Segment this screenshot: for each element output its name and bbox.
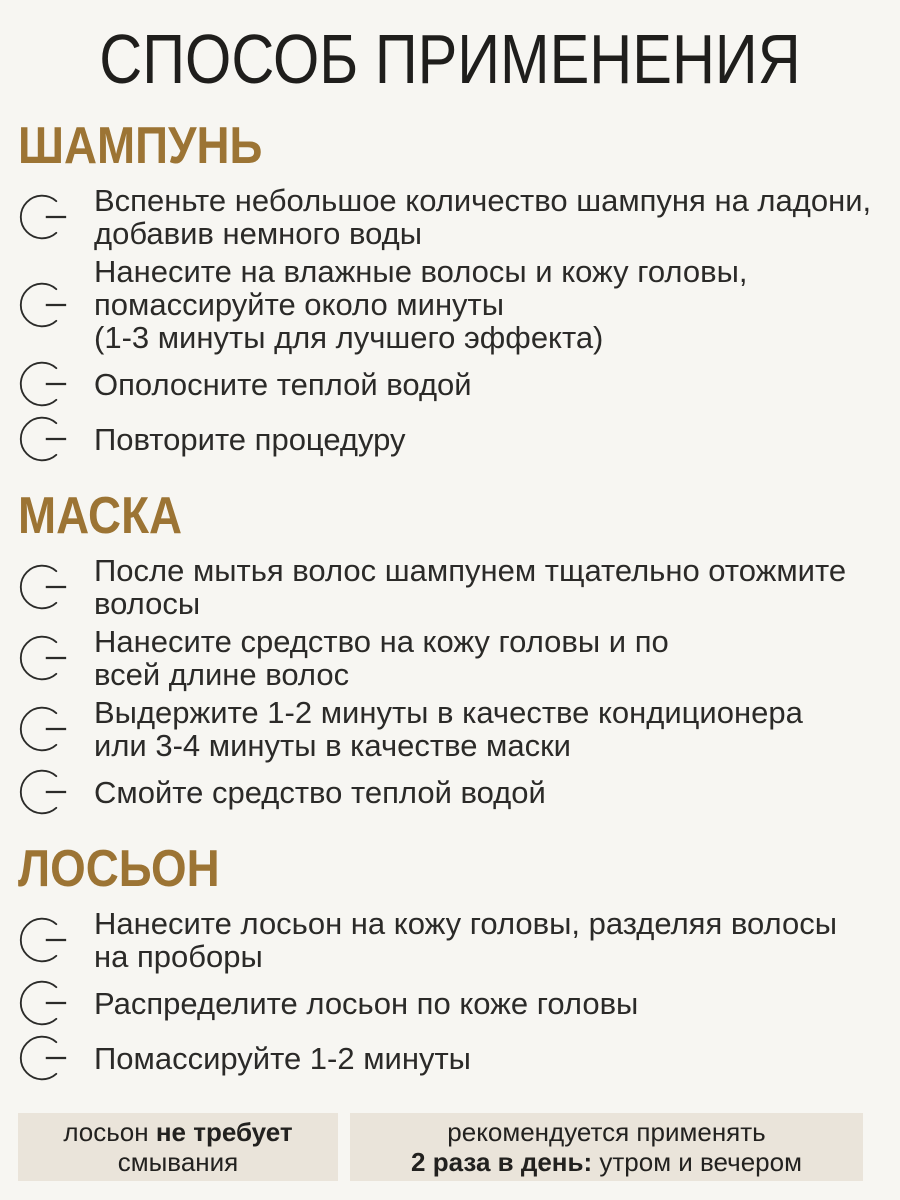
open-circle-dash-icon [18, 359, 68, 409]
product-section [18, 841, 882, 1083]
instruction-line: помассируйте около минуты [94, 287, 505, 322]
instruction-line: После мытья волос шампунем тщательно отожмите [94, 553, 847, 588]
note-line: смывания [117, 1147, 239, 1177]
instruction-text [94, 625, 669, 691]
instruction-item [18, 255, 882, 354]
instruction-item [18, 625, 882, 691]
instruction-line: Выдержите 1-2 минуты в качестве кондиционера [94, 695, 803, 730]
instruction-line: Нанесите средство на кожу головы и по [94, 624, 669, 659]
instruction-item [18, 767, 882, 817]
instruction-list [18, 907, 882, 1083]
instruction-text [94, 776, 546, 809]
instruction-text [94, 184, 871, 250]
instruction-line: (1-3 минуты для лучшего эффекта) [94, 320, 604, 355]
open-circle-dash-icon [18, 915, 68, 965]
note-text: лосьон [63, 1117, 156, 1147]
instruction-line: Повторите процедуру [94, 421, 406, 457]
instruction-line: волосы [94, 586, 201, 621]
instruction-line: Помассируйте 1-2 минуты [94, 1040, 471, 1076]
open-circle-dash-icon [18, 704, 68, 754]
instruction-line: Смойте средство теплой водой [94, 774, 546, 810]
sections-container [18, 118, 882, 1083]
open-circle-dash-icon [18, 192, 68, 242]
open-circle-dash-icon [18, 1033, 68, 1083]
instruction-item [18, 1033, 882, 1083]
open-circle-dash-icon [18, 633, 68, 683]
instruction-item [18, 359, 882, 409]
instruction-text [94, 255, 747, 354]
footer-notes [18, 1113, 900, 1181]
note-lotion-no-rinse [18, 1113, 338, 1181]
instruction-line: Нанесите лосьон на кожу головы, разделяя волосы [94, 906, 838, 941]
instruction-item [18, 184, 882, 250]
page-title: СПОСОБ ПРИМЕНЕНИЯ [99, 20, 801, 98]
instruction-line: Распределите лосьон по коже головы [94, 985, 639, 1021]
instruction-text [94, 423, 406, 456]
note-text: утром и вечером [592, 1147, 802, 1177]
instruction-line: Нанесите на влажные волосы и кожу головы, [94, 254, 748, 289]
note-text-bold: не требует [155, 1117, 293, 1147]
instruction-line: или 3-4 минуты в качестве маски [94, 728, 571, 763]
instruction-line: на проборы [94, 939, 263, 974]
open-circle-dash-icon [18, 414, 68, 464]
instruction-text [94, 1042, 471, 1075]
instruction-item [18, 696, 882, 762]
open-circle-dash-icon [18, 280, 68, 330]
instruction-text [94, 554, 846, 620]
note-usage-frequency [350, 1113, 863, 1181]
instruction-list [18, 554, 882, 817]
product-section [18, 488, 882, 817]
instruction-line: всей длине волос [94, 657, 350, 692]
instruction-item [18, 414, 882, 464]
open-circle-dash-icon [18, 978, 68, 1028]
note-line [18, 1117, 338, 1147]
instruction-line: добавив немного воды [94, 216, 423, 251]
note-line: рекомендуется применять [447, 1117, 766, 1147]
instruction-item [18, 907, 882, 973]
instruction-list [18, 184, 882, 464]
instruction-text [94, 696, 803, 762]
instruction-text [94, 368, 472, 401]
section-heading: ШАМПУНЬ [18, 117, 263, 175]
section-heading: МАСКА [18, 487, 183, 545]
open-circle-dash-icon [18, 562, 68, 612]
note-text-bold: 2 раза в день: [411, 1147, 593, 1177]
instruction-item [18, 554, 882, 620]
section-heading: ЛОСЬОН [18, 840, 220, 898]
note-line [350, 1147, 863, 1177]
instruction-line: Вспеньте небольшое количество шампуня на ладони, [94, 183, 872, 218]
instruction-text [94, 907, 837, 973]
open-circle-dash-icon [18, 767, 68, 817]
instruction-text [94, 987, 638, 1020]
instruction-item [18, 978, 882, 1028]
product-section [18, 118, 882, 464]
instruction-line: Ополосните теплой водой [94, 366, 472, 402]
